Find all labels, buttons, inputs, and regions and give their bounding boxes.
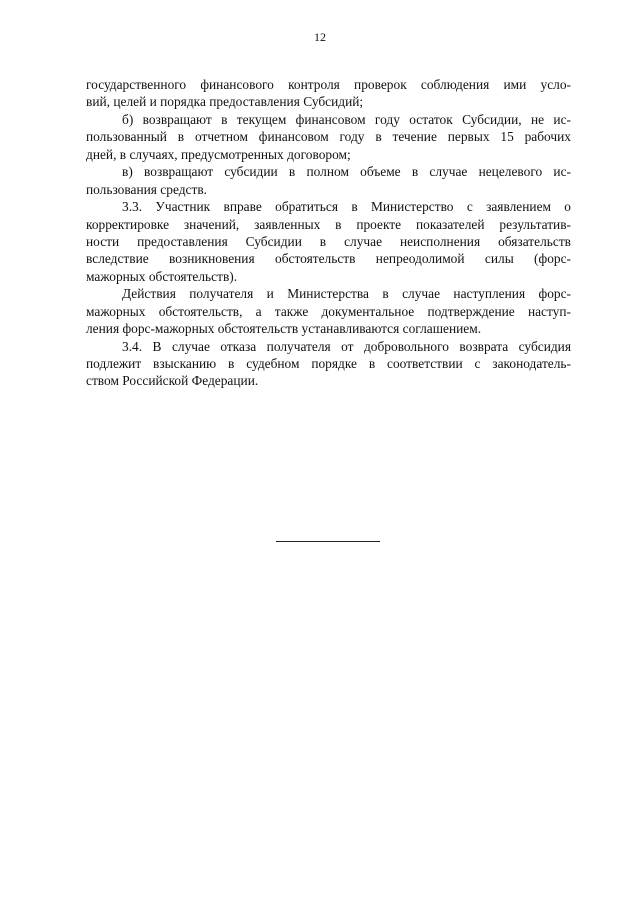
text-line: дней, в случаях, предусмотренных договором; [86, 146, 351, 162]
text-line: корректировке значений, заявленных в проекте показателей результатив- [86, 216, 571, 232]
text-line: б) возвращают в текущем финансовом году остаток Субсидии, не ис- [122, 111, 571, 127]
text-line: 3.4. В случае отказа получателя от добровольного возврата субсидия [122, 338, 571, 354]
text-line: вследствие возникновения обстоятельств непреодолимой силы (форс- [86, 251, 571, 267]
end-of-text-rule [276, 541, 380, 542]
text-line: мажорных обстоятельств, а также документальное подтверждение наступ- [86, 303, 571, 319]
text-line: пользованный в отчетном финансовом году в течение первых 15 рабочих [86, 129, 571, 145]
text-line: 3.3. Участник вправе обратиться в Министерство с заявлением о [122, 199, 571, 215]
text-line: ности предоставления Субсидии в случае неисполнения обязательств [86, 233, 571, 249]
text-line: ления форс-мажорных обстоятельств устанавливаются соглашением. [86, 321, 482, 337]
text-line: ством Российской Федерации. [86, 373, 259, 389]
text-line: в) возвращают субсидии в полном объеме в случае нецелевого ис- [122, 164, 571, 180]
page-number: 12 [314, 30, 326, 44]
text-line: мажорных обстоятельств). [86, 268, 238, 284]
document-body [86, 76, 571, 390]
text-line: вий, целей и порядка предоставления Субсидий; [86, 94, 364, 110]
text-line: пользования средств. [86, 181, 207, 197]
text-line: Действия получателя и Министерства в случае наступления форс- [122, 286, 571, 302]
text-line: подлежит взысканию в судебном порядке в соответствии с законодатель- [86, 356, 571, 371]
text-line: государственного финансового контроля проверок соблюдения ими усло- [86, 77, 571, 92]
